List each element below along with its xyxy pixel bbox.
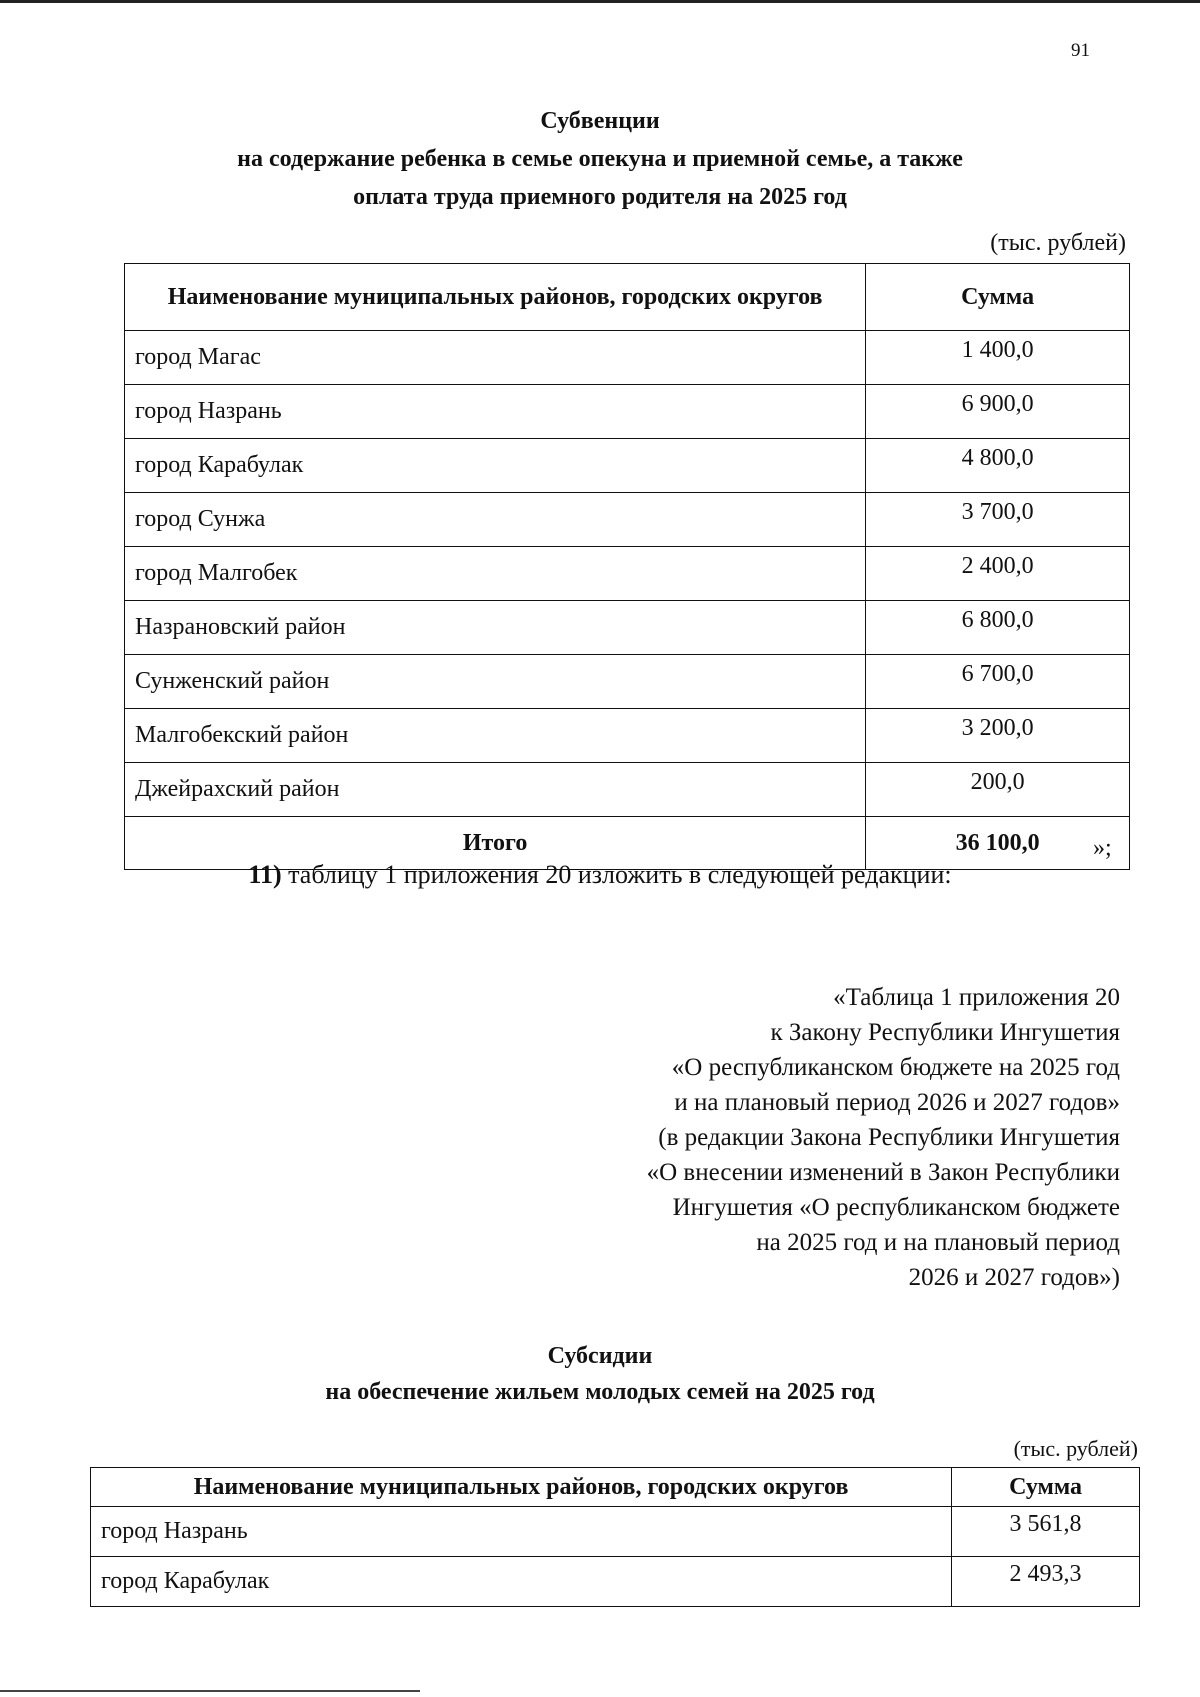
table-row — [125, 385, 1130, 439]
appendix-heading-line: «Таблица 1 приложения 20 — [833, 984, 1120, 1011]
row-value: 6 800,0 — [866, 601, 1130, 655]
appendix-heading — [647, 980, 1120, 1295]
row-name: город Магас — [125, 331, 866, 385]
row-value: 6 700,0 — [866, 655, 1130, 709]
column-header-name: Наименование муниципальных районов, городских округов — [91, 1468, 952, 1507]
row-value: 6 900,0 — [866, 385, 1130, 439]
column-header-sum: Сумма — [866, 264, 1130, 331]
row-name: город Карабулак — [125, 439, 866, 493]
table-row — [125, 763, 1130, 817]
row-name: город Сунжа — [125, 493, 866, 547]
row-value: 1 400,0 — [866, 331, 1130, 385]
row-value: 2 400,0 — [866, 547, 1130, 601]
amendment-instruction — [0, 860, 1200, 890]
row-name: Джейрахский район — [125, 763, 866, 817]
section2-units: (тыс. рублей) — [1013, 1436, 1138, 1461]
table-row — [125, 439, 1130, 493]
subsidies-table — [90, 1467, 1140, 1607]
appendix-heading-line: «О внесении изменений в Закон Республики — [646, 1159, 1120, 1186]
row-value: 200,0 — [866, 763, 1130, 817]
section2-title-line: Субсидии — [547, 1343, 653, 1369]
table-row — [125, 331, 1130, 385]
table-header-row — [91, 1468, 1140, 1507]
scan-edge-top — [0, 0, 1200, 3]
row-value: 3 700,0 — [866, 493, 1130, 547]
row-value: 4 800,0 — [866, 439, 1130, 493]
table-row — [91, 1507, 1140, 1557]
instruction-number: 11) — [248, 860, 282, 889]
table-row — [125, 709, 1130, 763]
subventions-table — [124, 263, 1130, 870]
section2-title — [0, 1340, 1200, 1408]
appendix-heading-line: 2026 и 2027 годов») — [908, 1264, 1120, 1291]
table-header-row — [125, 264, 1130, 331]
row-name: Малгобекский район — [125, 709, 866, 763]
column-header-sum: Сумма — [952, 1468, 1140, 1507]
row-name: город Назрань — [91, 1507, 952, 1557]
table-row — [125, 655, 1130, 709]
column-header-name: Наименование муниципальных районов, городских округов — [125, 264, 866, 331]
appendix-heading-line: «О республиканском бюджете на 2025 год — [671, 1054, 1120, 1081]
appendix-heading-line: к Закону Республики Ингушетия — [770, 1019, 1120, 1046]
page-number: 91 — [1071, 40, 1090, 61]
row-value: 3 200,0 — [866, 709, 1130, 763]
row-name: Сунженский район — [125, 655, 866, 709]
row-name: город Малгобек — [125, 547, 866, 601]
section1-title — [0, 105, 1200, 213]
table-row — [125, 601, 1130, 655]
appendix-heading-line: (в редакции Закона Республики Ингушетия — [658, 1124, 1120, 1151]
section1-units: (тыс. рублей) — [990, 230, 1126, 256]
total-value: 36 100,0 — [866, 817, 1130, 870]
row-name: Назрановский район — [125, 601, 866, 655]
scan-edge-bottom — [0, 1690, 420, 1692]
row-value: 2 493,3 — [952, 1557, 1140, 1607]
closing-quote: »; — [1093, 835, 1112, 861]
row-name: город Карабулак — [91, 1557, 952, 1607]
section1-title-line: на содержание ребенка в семье опекуна и приемной семье, а также — [237, 146, 963, 172]
total-label: Итого — [125, 817, 866, 870]
appendix-heading-line: на 2025 год и на плановый период — [756, 1229, 1120, 1256]
table-row — [91, 1557, 1140, 1607]
appendix-heading-line: и на плановый период 2026 и 2027 годов» — [674, 1089, 1120, 1116]
instruction-text: таблицу 1 приложения 20 изложить в следующей редакции: — [281, 860, 952, 889]
appendix-heading-line: Ингушетия «О республиканском бюджете — [672, 1194, 1120, 1221]
section1-title-line: Субвенции — [540, 108, 660, 134]
table-row — [125, 493, 1130, 547]
section2-title-line: на обеспечение жильем молодых семей на 2025 год — [325, 1379, 875, 1405]
row-name: город Назрань — [125, 385, 866, 439]
section1-title-line: оплата труда приемного родителя на 2025 год — [353, 184, 847, 210]
row-value: 3 561,8 — [952, 1507, 1140, 1557]
table-row — [125, 547, 1130, 601]
